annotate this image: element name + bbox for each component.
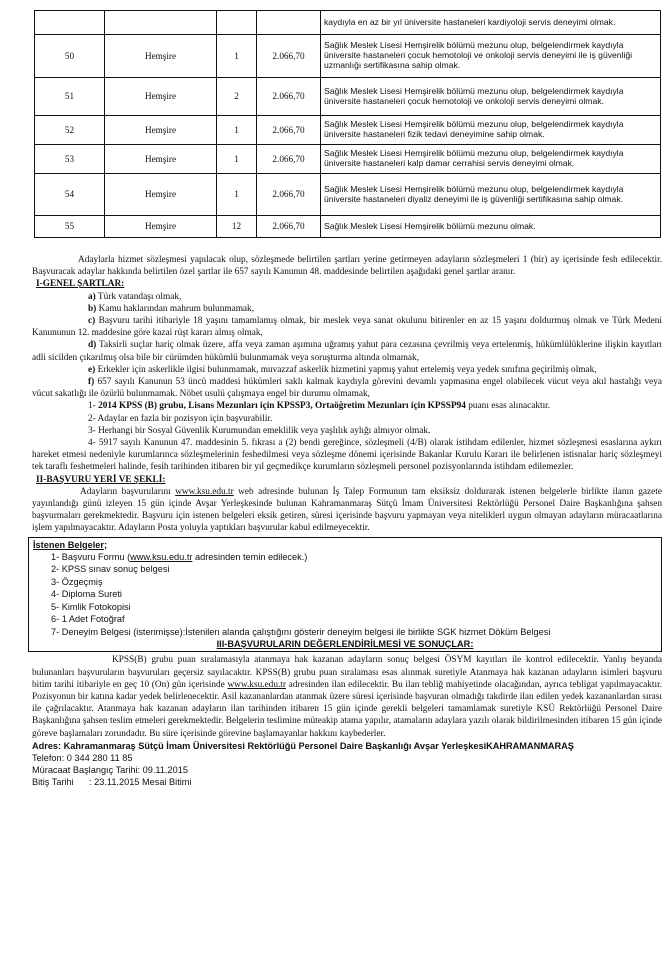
end-date-line: Bitiş Tarihi : 23.11.2015 Mesai Bitimi — [32, 777, 192, 788]
row-no: 50 — [35, 35, 105, 78]
condition-e — [32, 364, 662, 376]
website-link[interactable]: www.ksu.edu.tr — [175, 486, 234, 497]
row-requirement: Sağlık Meslek Lisesi Hemşirelik bölümü mezunu olup, belgelendirmek kaydıyla üniversite hastaneleri çocuk hemotoloji ve onkoloji servis deneyimi olmak. — [321, 78, 661, 116]
row-salary: 2.066,70 — [257, 116, 321, 145]
document-item-7: 7- Deneyim Belgesi (istenmişse):İstenilen alanda çalıştığını gösterir deneyim belgesi ile birlikte SGK hizmet Döküm Belgesi — [51, 626, 551, 637]
condition-f-text: 657 sayılı Kanunun 53 üncü maddesi hükümleri saklı kalmak kaydıyla görevini devamlı yapmasına engel olabilecek vücut veya akıl hastalığı veya vücut sakatlığı ile özürlü bulunmamak. Nöbet usulü çalışmaya engel bir durumu olmamak, — [32, 377, 662, 400]
condition-f — [32, 376, 662, 400]
row-count: 1 — [217, 116, 257, 145]
row-salary: 2.066,70 — [257, 174, 321, 216]
required-documents-heading: İstenen Belgeler; — [33, 539, 108, 550]
row-no — [35, 11, 105, 35]
row-salary: 2.066,70 — [257, 35, 321, 78]
table-row — [35, 174, 661, 216]
rule-1-bold: 2014 KPSS (B) grubu, Lisans Mezunları için KPSSP3, Ortaöğretim Mezunları için KPSSP94 — [98, 401, 466, 412]
form-link[interactable]: www.ksu.edu.tr — [130, 552, 193, 563]
condition-c-text: Başvuru tarihi itibariyle 18 yaşını tamamlamış olmak, bir meslek veya sanat okulunu bitirenler en az 15 yaşını doldurmuş olmak ve Türk Medeni Kanununun 12. maddesine göre kazai rüşt kararı almış olmak, — [32, 316, 662, 339]
phone-line: Telefon: 0 344 280 11 85 — [32, 752, 133, 763]
condition-d-label: d) — [88, 340, 97, 351]
row-requirement: Sağlık Meslek Lisesi Hemşirelik bölümü mezunu olup, belgelendirmek kaydıyla üniversite hastaneleri fizik tedavi deneyimine sahip olmak. — [321, 116, 661, 145]
condition-a — [32, 291, 662, 303]
row-no: 51 — [35, 78, 105, 116]
table-row — [35, 78, 661, 116]
table-row — [35, 11, 661, 35]
positions-table — [34, 10, 661, 238]
row-salary: 2.066,70 — [257, 145, 321, 174]
row-title: Hemşire — [105, 174, 217, 216]
row-salary: 2.066,70 — [257, 216, 321, 238]
table-row — [35, 116, 661, 145]
application-paragraph — [32, 486, 662, 535]
condition-f-label: f) — [88, 377, 95, 388]
document-item-1 — [33, 551, 657, 563]
table-row — [35, 216, 661, 238]
document-item-4: 4- Diploma Sureti — [51, 589, 122, 600]
required-documents-box — [28, 537, 662, 653]
document-item-3: 3- Özgeçmiş — [51, 576, 103, 587]
rule-2: 2- Adaylar en fazla bir pozisyon için başvurabilir. — [88, 413, 273, 424]
results-link[interactable]: www.ksu.edu.tr — [227, 679, 286, 690]
row-salary — [257, 11, 321, 35]
row-count: 1 — [217, 35, 257, 78]
row-title: Hemşire — [105, 35, 217, 78]
rule-1 — [32, 400, 662, 412]
condition-d-text: Taksirli suçlar hariç olmak üzere, affa veya zaman aşımına uğramış yahut para cezasına çevrilmiş veya ertelenmiş, hükümlülüklerine ilişkin kayıtları adli sicilden çıkarılmış olsa bile bir cürümden hükümlü bulunmamak veya soruşturma altında olmamak, — [32, 340, 662, 363]
row-title — [105, 11, 217, 35]
condition-b-label: b) — [88, 303, 97, 314]
rule-1-label: 1- — [88, 401, 96, 412]
row-count: 2 — [217, 78, 257, 116]
row-count: 1 — [217, 174, 257, 216]
evaluation-heading: III-BAŞVURULARIN DEĞERLENDİRİLMESİ VE SONUÇLAR: — [216, 638, 474, 649]
application-text-end: web adresinde bulunan İş Talep Formunun tam eksiksiz doldurarak istenen belgelerle birlikte ilanın gazete yayınlandığı günü izleyen 15 gün içinde Avşar Yerleşkesinde bulunan Kahramanmaraş Sütçü İmam Üniversitesi Rektörlüğü Personel Daire Başkanlığına şahsen başvurmaları gerekmektedir. Başvuru için istenen belgeleri eksik getiren, süresi içerisinde başvuru yapmayan veya niteliklerl uygun olmayan adayların müracaatlarına işlem yapılmayacaktır. Adayların Posta yoluyla yaptıkları başvurular kabul edilmeyecektir. — [32, 486, 662, 534]
document-item-5: 5- Kimlik Fotokopisi — [51, 601, 131, 612]
address-line: Adres: Kahramanmaraş Sütçü İmam Üniversitesi Rektörlüğü Personel Daire Başkanlığı Avşar YerleşkesiKAHRAMANMARAŞ — [32, 740, 574, 751]
start-date-line: Müracaat Başlangıç Tarihi: 09.11.2015 — [32, 765, 188, 776]
row-requirement: Sağlık Meslek Lisesi Hemşirelik bölümü mezunu olmak. — [321, 216, 661, 238]
row-salary: 2.066,70 — [257, 78, 321, 116]
row-requirement: kaydıyla en az bir yıl üniversite hastaneleri kardiyoloji servis deneyimi olmak. — [321, 11, 661, 35]
row-no: 54 — [35, 174, 105, 216]
condition-b — [32, 303, 662, 315]
evaluation-text-start: KPSS(B) grubu puan sıralamasıyla atanmaya hak kazanan adayların sonuç belgesi ÖSYM kayıtları ile kontrol edilecektir. Yanlış beyanda bulunanları başvuruların başvuruları geçersiz sayılacaktır. KPSS(B) grubu puan sıralaması esas alınmak suretiyle Atanmaya hak kazanan adayların isimleri başvuru bitim tarihi itibariyle en geç 10 (On) gün içerisinde — [32, 655, 662, 690]
evaluation-text-end: adresinden ilan edilecektir. Bu ilan tebliğ mahiyetinde olacağından, ayrıca tebligat yapılmayacaktır. Pozisyonun bir katına kadar yedek belirlenecektir. Asil kazananlardan atanmak üzere süresi içerisinde başvuran olmadığı takdirde ilan edilen yedek kazananlardan sırası ile çağrılacaktır. Atanmaya hak kazanan adayların ilan tarihinden itibaren 15 gün içinde gerekli belgeleri tamamlamak suretiyle KSÜ Rektörlüğü Personel Daire Başkanlığına şahsen teslim etmeleri gerekmektedir. Belgelerin teslimine müteakip atama yapılır, atamaların adaylara yazılı olarak bildirilmesinden itibaren 15 gün içinde göreve başlamaları zorundadır. Bu süre içerisinde görevine başlamayanlar hakkını kaybederler. — [32, 679, 662, 739]
row-requirement: Sağlık Meslek Lisesi Hemşirelik bölümü mezunu olup, belgelendirmek kaydıyla üniversite hastaneleri diyaliz deneyimi ile iş güvenliği sertifikasına sahip olmak. — [321, 174, 661, 216]
condition-c — [32, 315, 662, 339]
row-no: 52 — [35, 116, 105, 145]
row-no: 55 — [35, 216, 105, 238]
condition-c-label: c) — [88, 316, 96, 327]
row-no: 53 — [35, 145, 105, 174]
table-row — [35, 145, 661, 174]
condition-d — [32, 339, 662, 363]
application-text-start: Adayların başvurularını — [80, 486, 176, 497]
rule-1-rest: puanı esas alınacaktır. — [465, 401, 551, 412]
application-heading: II-BAŞVURU YERİ VE ŞEKLİ: — [36, 474, 166, 485]
document-item-1-end: adresinden temin edilecek.) — [192, 552, 308, 563]
row-requirement: Sağlık Meslek Lisesi Hemşirelik bölümü mezunu olup, belgelendirmek kaydıyla üniversite hastaneleri kalp damar cerrahisi servis deneyimi olmak. — [321, 145, 661, 174]
condition-e-label: e) — [88, 364, 96, 375]
row-requirement: Sağlık Meslek Lisesi Hemşirelik bölümü mezunu olup, belgelendirmek kaydıyla üniversite hastaneleri çocuk hemotoloji ve onkoloji servis deneyimi ile iş güvenliği uzmanlığı sertifikasına sahip olmak. — [321, 35, 661, 78]
document-item-6: 6- 1 Adet Fotoğraf — [51, 614, 125, 625]
condition-e-text: Erkekler için askerlikle ilgisi bulunmamak, muvazzaf askerlik hizmetini yapmış yahut ertelemiş veya yedek sınıfına geçirilmiş olmak, — [97, 364, 597, 375]
condition-a-label: a) — [88, 291, 96, 302]
rule-3: 3- Herhangi bir Sosyal Güvenlik Kurumundan emeklilik veya yaşlılık aylığı almıyor olmak. — [88, 425, 431, 436]
announcement-body — [32, 254, 662, 789]
evaluation-paragraph — [32, 654, 662, 739]
general-conditions-heading: I-GENEL ŞARTLAR: — [36, 279, 125, 290]
contact-footer — [32, 740, 662, 789]
intro-paragraph: Adaylarla hizmet sözleşmesi yapılacak olup, sözleşmede belirtilen şartları yerine getirmeyen adayların sözleşmeleri 1 (bir) ay içerisinde fesh edilecektir. Başvuracak adaylar hakkında belirtilen özel şartlar ile 657 sayılı Kanunun 48. maddesinde belirtilen aşağıdaki genel şartlar aranır. — [32, 255, 662, 278]
condition-a-text: Türk vatandaşı olmak, — [97, 291, 182, 302]
row-count: 12 — [217, 216, 257, 238]
row-title: Hemşire — [105, 78, 217, 116]
row-title: Hemşire — [105, 216, 217, 238]
document-item-1-start: 1- Başvuru Formu ( — [51, 552, 131, 563]
row-count: 1 — [217, 145, 257, 174]
table-row — [35, 35, 661, 78]
row-title: Hemşire — [105, 116, 217, 145]
condition-b-text: Kamu haklarından mahrum bulunmamak, — [98, 303, 255, 314]
row-title: Hemşire — [105, 145, 217, 174]
document-item-2: 2- KPSS sınav sonuç belgesi — [51, 564, 170, 575]
row-count — [217, 11, 257, 35]
rule-4: 4- 5917 sayılı Kanunun 47. maddesinin 5. fıkrası a (2) bendi gereğince, sözleşmeli (4/B) olarak istihdam edilenler, hizmet sözleşmesi esaslarına aykırı hareket etmesi nedeniyle kurumlarınca sözleşmelerinin feshedilmesi veya sözleşme dönemi içerisinde Bakanlar Kurulu Kararı ile belirlenen istisnalar hariç sözleşmeyi tek taraflı feshetmeleri halinde, fesih tarihinden itibaren bir yıl geçmedikçe kurumların sözleşmeli personel pozisyonlarında istihdam edilemezler. — [32, 438, 662, 473]
